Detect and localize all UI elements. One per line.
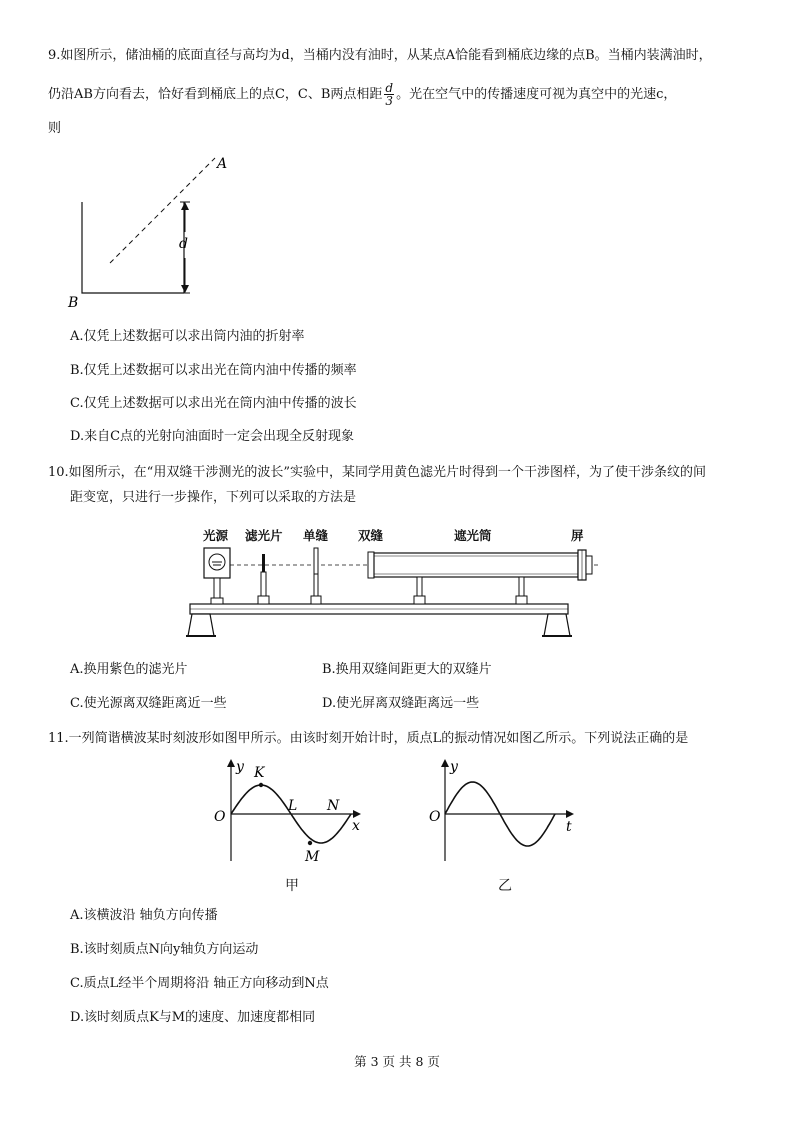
label-y: y xyxy=(236,759,244,775)
tube-post-right xyxy=(519,577,524,597)
label-light-tube: 遮光筒 xyxy=(454,528,492,543)
label-filter: 滤光片 xyxy=(245,528,283,543)
q9-option-c: C.仅凭上述数据可以求出光在筒内油中传播的波长 xyxy=(70,396,357,411)
q10-option-d: D.使光屏离双缝距离远一些 xyxy=(322,696,480,711)
label-y: y xyxy=(450,759,458,775)
label-B: B xyxy=(68,295,79,310)
q9-stem-text-before: 仍沿AB方向看去，恰好看到桶底上的点C，C、B两点相距 xyxy=(48,87,383,102)
q9-stem-line-1: 9.如图所示，储油桶的底面直径与高均为d，当桶内没有油时，从某点A恰能看到桶底边缘的点B。当桶内装满油时， xyxy=(48,48,712,63)
double-slit-plate xyxy=(368,552,374,578)
caption-jia: 甲 xyxy=(285,878,299,894)
label-light-source: 光源 xyxy=(203,528,229,543)
light-shielding-tube xyxy=(374,553,578,577)
q10-option-c: C.使光源离双缝距离近一些 xyxy=(70,696,227,711)
page-footer: 第 3 页 共 8 页 xyxy=(354,1054,440,1069)
t-axis-arrow-icon xyxy=(566,810,574,818)
q9-stem-line-2 xyxy=(48,82,676,107)
arrow-down-icon xyxy=(181,285,189,293)
single-slit-plate xyxy=(314,548,318,574)
q9-option-b: B.仅凭上述数据可以求出光在筒内油中传播的频率 xyxy=(70,363,357,378)
label-K: K xyxy=(254,765,265,781)
q11-option-a: A.该横波沿 轴负方向传播 xyxy=(70,908,218,923)
wave-graph-jia xyxy=(205,757,375,867)
label-single-slit: 单缝 xyxy=(303,528,329,543)
q10-stem-line-1: 10.如图所示，在“用双缝干涉测光的波长”实验中，某同学用黄色滤光片时得到一个干涉图样，为了使干涉条纹的间 xyxy=(48,465,706,480)
q9-fraction: $\frac{d}{3}$ xyxy=(385,81,394,108)
label-A: A xyxy=(217,156,228,172)
q9-oil-barrel-figure xyxy=(60,150,260,310)
arrow-up-icon xyxy=(181,202,189,210)
label-screen: 屏 xyxy=(571,528,584,543)
q9-stem-text-after: 。光在空气中的传播速度可视为真空中的光速c， xyxy=(396,87,677,102)
q10-option-a: A.换用紫色的滤光片 xyxy=(70,662,188,677)
label-d: d xyxy=(179,236,188,252)
label-L: L xyxy=(288,798,298,814)
q11-option-d: D.该时刻质点K与M的速度、加速度都相同 xyxy=(70,1010,316,1025)
label-N: N xyxy=(327,798,340,814)
label-O: O xyxy=(429,809,441,825)
single-slit-post xyxy=(314,574,318,596)
filter-plate xyxy=(262,554,265,572)
x-axis-arrow-icon xyxy=(353,810,361,818)
label-M: M xyxy=(305,849,320,865)
y-axis-arrow-icon xyxy=(227,759,235,767)
line-of-sight-dashed xyxy=(110,158,215,263)
filter-post xyxy=(261,572,266,598)
q11-option-c: C.质点L经半个周期将沿 轴正方向移动到N点 xyxy=(70,976,329,991)
screen-eyepiece xyxy=(586,556,592,574)
label-double-slit: 双缝 xyxy=(358,528,384,543)
tube-post-left xyxy=(417,577,422,597)
q10-stem-line-2: 距变宽，只进行一步操作，下列可以采取的方法是 xyxy=(70,490,357,505)
q9-stem-line-3: 则 xyxy=(48,121,62,136)
bench-foot-right xyxy=(544,614,570,636)
y-axis-arrow-icon xyxy=(441,759,449,767)
bench-foot-left xyxy=(188,614,214,636)
q11-stem: 11.一列简谐横波某时刻波形如图甲所示。由该时刻开始计时，质点L的振动情况如图乙所示。下列说法正确的是 xyxy=(48,731,689,746)
label-O: O xyxy=(214,809,226,825)
q10-option-b: B.换用双缝间距更大的双缝片 xyxy=(322,662,492,677)
caption-yi: 乙 xyxy=(498,878,512,894)
q9-option-a: A.仅凭上述数据可以求出筒内油的折射率 xyxy=(70,329,305,344)
point-M xyxy=(308,841,312,845)
label-x: x xyxy=(352,818,360,834)
label-t: t xyxy=(566,819,572,835)
point-K xyxy=(259,783,263,787)
barrel-wall-left-bottom xyxy=(82,202,184,293)
q11-option-b: B.该时刻质点N向y轴负方向运动 xyxy=(70,942,259,957)
q9-option-d: D.来自C点的光射向油面时一定会出现全反射现象 xyxy=(70,429,355,444)
vibration-graph-yi xyxy=(425,757,595,867)
double-slit-apparatus-figure xyxy=(180,540,600,644)
